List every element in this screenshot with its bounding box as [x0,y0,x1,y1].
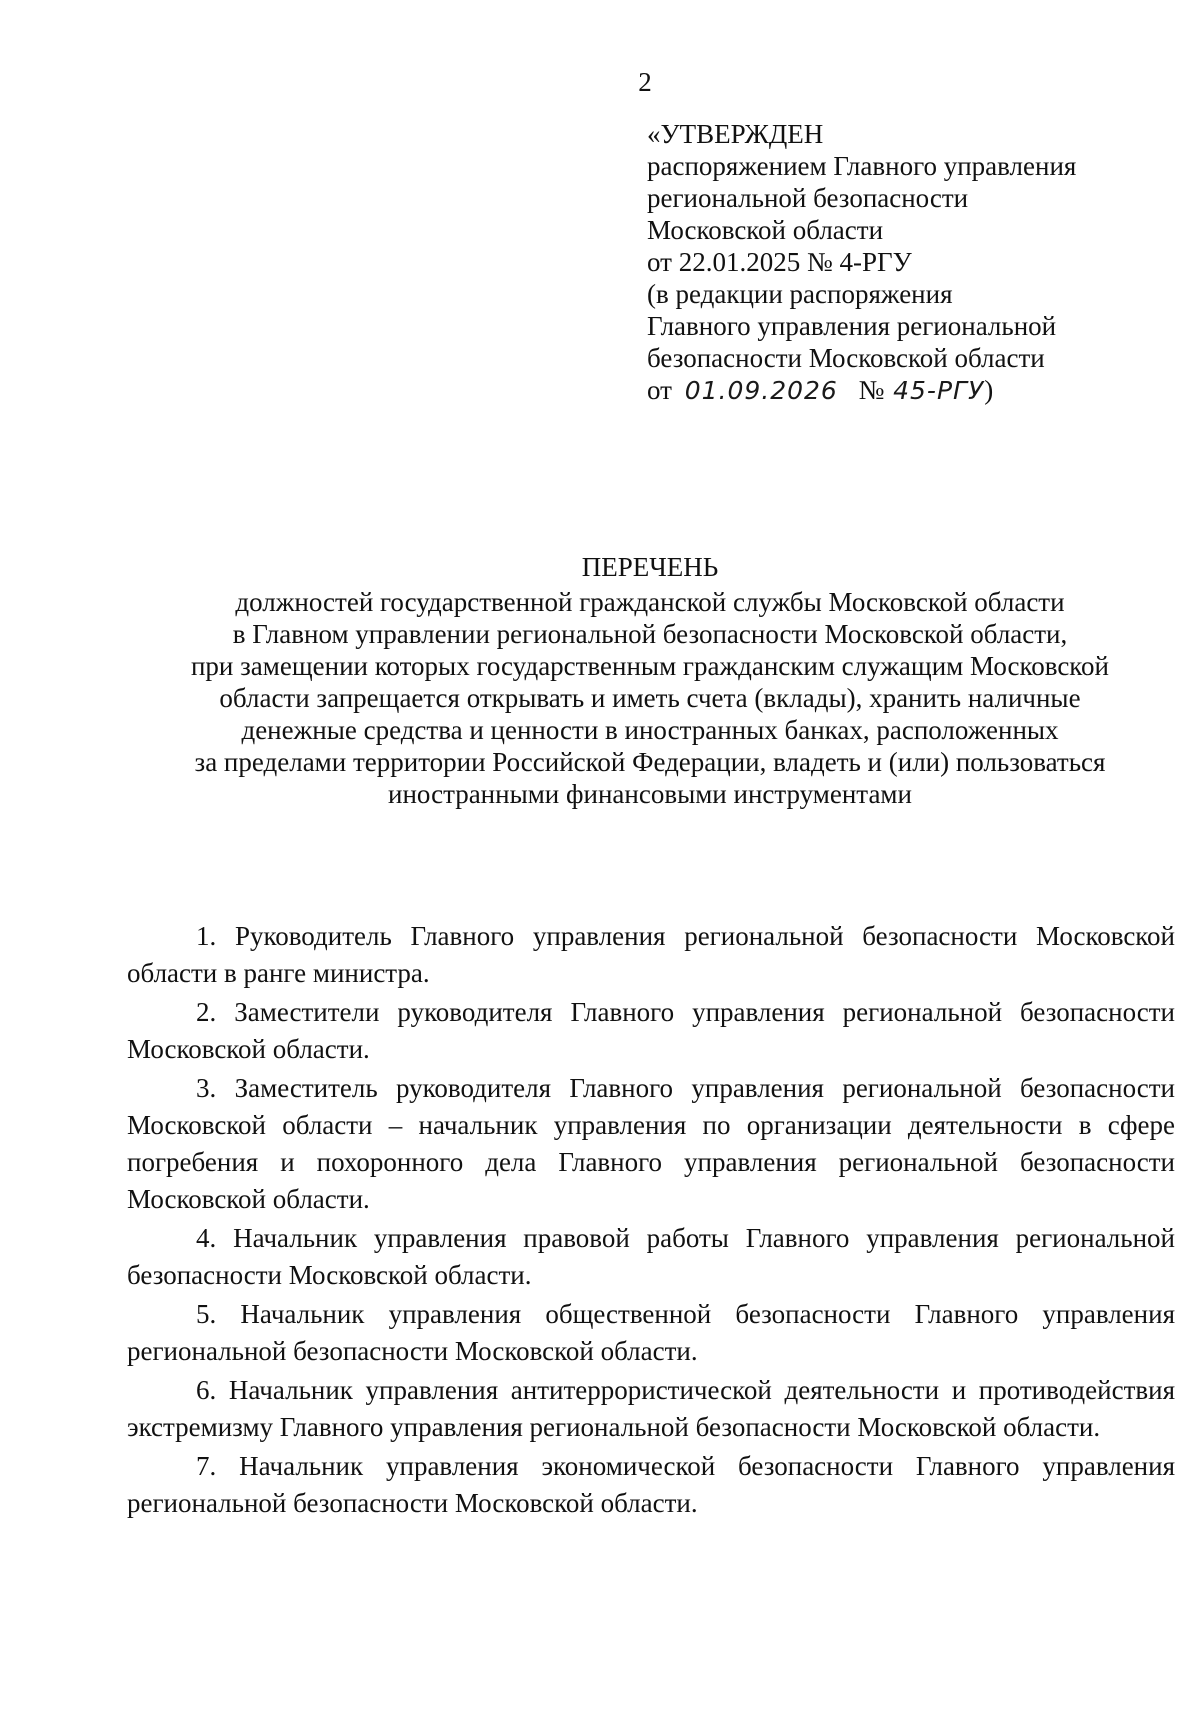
number-sign: № [858,375,885,405]
approval-line: (в редакции распоряжения [647,279,953,309]
approval-line: Московской области [647,215,884,245]
heading-line: за пределами территории Российской Федерации, владеть и (или) пользоваться [194,747,1106,777]
heading-line: иностранными финансовыми инструментами [388,779,912,809]
list-item: 5. Начальник управления общественной безопасности Главного управления региональной безопасности Московской области. [127,1299,1175,1366]
heading-line: денежные средства и ценности в иностранных банках, расположенных [241,715,1059,745]
approval-line: от 22.01.2025 № 4-РГУ [647,247,912,277]
heading-line: при замещении которых государственным гражданским служащим Московской [190,651,1109,681]
handwritten-number: 45-РГУ [893,376,985,405]
list-item: 6. Начальник управления антитеррористической деятельности и противодействия экстремизму Главного управления региональной безопасности Московской области. [127,1375,1175,1442]
approval-line: безопасности Московской области [647,343,1045,373]
heading-line: области запрещается открывать и иметь счета (вклады), хранить наличные [219,683,1081,713]
list-item: 2. Заместители руководителя Главного управления региональной безопасности Московской области. [127,997,1175,1064]
closing-parenthesis: ) [984,375,994,405]
amendment-date-line [647,374,1187,407]
approval-line: распоряжением Главного управления [647,151,1077,181]
heading-line: должностей государственной гражданской службы Московской области [235,587,1065,617]
list-item: 7. Начальник управления экономической безопасности Главного управления региональной безопасности Московской области. [127,1451,1175,1518]
handwritten-date: 01.09.2026 [684,376,838,405]
page-number: 2 [638,67,652,97]
approval-line: Главного управления региональной [647,311,1057,341]
list-item: 4. Начальник управления правовой работы Главного управления региональной безопасности Московской области. [127,1223,1175,1290]
list-item: 3. Заместитель руководителя Главного управления региональной безопасности Московской области – начальник управления по организации деятельности в сфере погребения и похоронного дела Главного управления региональной безопасности Московской области. [127,1073,1175,1214]
amendment-date-prefix: от [647,375,672,405]
approval-stamp-block [647,118,1187,407]
position-list [127,918,1175,1524]
list-item: 1. Руководитель Главного управления региональной безопасности Московской области в ранге министра. [127,921,1175,988]
document-heading [125,551,1175,810]
approval-line: региональной безопасности [647,183,969,213]
approval-line: «УТВЕРЖДЕН [647,119,824,149]
heading-line: в Главном управлении региональной безопасности Московской области, [232,619,1068,649]
document-title: ПЕРЕЧЕНЬ [581,552,719,582]
